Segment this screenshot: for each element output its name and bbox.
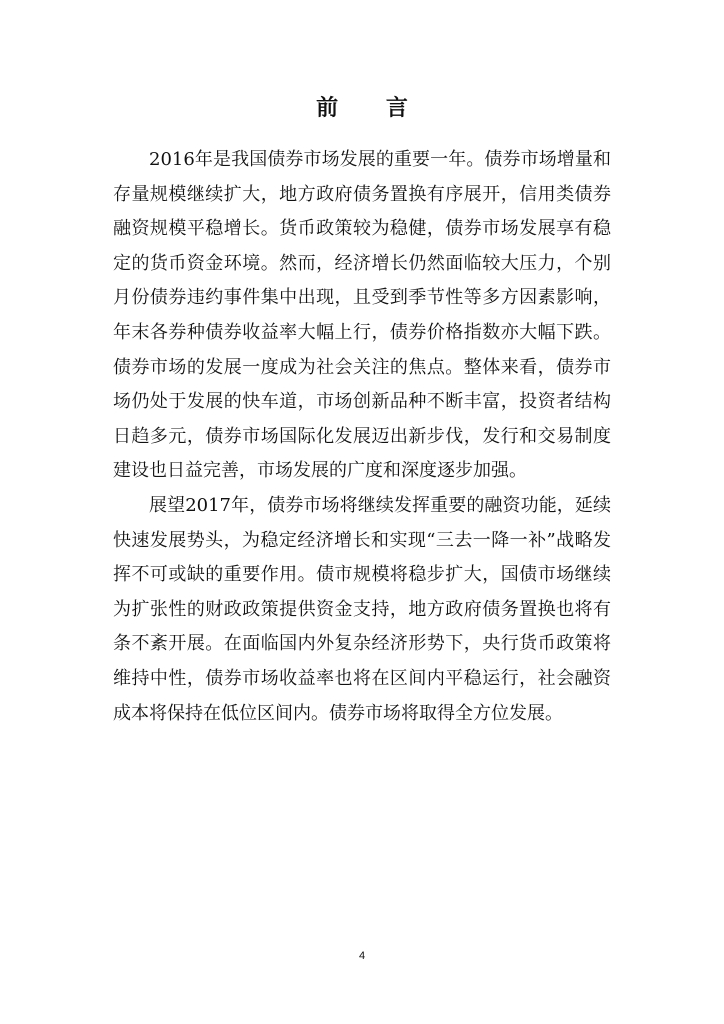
page-number: 4 xyxy=(358,950,366,962)
paragraph-1: 2016年是我国债券市场发展的重要一年。债券市场增量和存量规模继续扩大，地方政府债务置换有序展开，信用类债券融资规模平稳增长。货币政策较为稳健，债券市场发展享有稳定的货币资金环境。然而，经济增长仍然面临较大压力，个别月份债券违约事件集中出现，且受到季节性等多方因素影响，年末各券种债券收益率大幅上行，债券价格指数亦大幅下跌。债券市场的发展一度成为社会关注的焦点。整体来看，债券市场仍处于发展的快车道，市场创新品种不断丰富，投资者结构日趋多元，债券市场国际化发展迈出新步伐，发行和交易制度建设也日益完善，市场发展的广度和深度逐步加强。 xyxy=(113,149,611,482)
page-title: 前 言 xyxy=(316,95,428,121)
paragraph-2: 展望2017年，债券市场将继续发挥重要的融资功能，延续快速发展势头，为稳定经济增长和实现“三去一降一补”战略发挥不可或缺的重要作用。债市规模将稳步扩大，国债市场继续为扩张性的财政政策提供资金支持，地方政府债务置换也将有条不紊开展。在面临国内外复杂经济形势下，央行货币政策将维持中性，债券市场收益率也将在区间内平稳运行，社会融资成本将保持在低位区间内。债券市场将取得全方位发展。 xyxy=(113,494,611,724)
body-text xyxy=(113,143,611,731)
